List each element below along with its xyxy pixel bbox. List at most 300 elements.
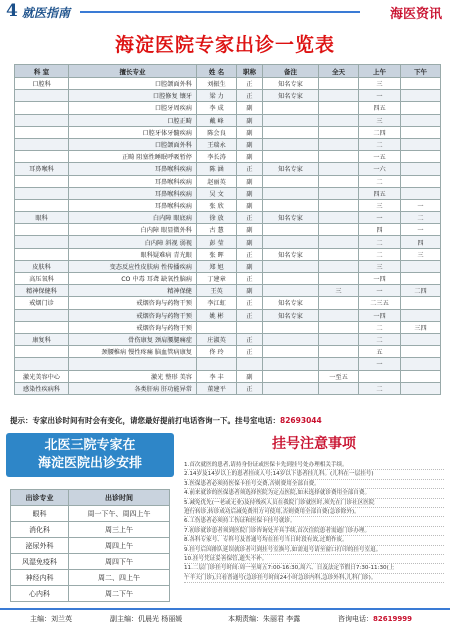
sanyuan-cell-dept: 泌尿外科: [11, 538, 69, 554]
cell-dept: [15, 321, 69, 333]
sanyuan-cell-time: 周四上午: [69, 538, 170, 554]
cell-full: [319, 273, 359, 285]
cell-name: 李 丰: [197, 370, 237, 382]
cell-title: 副: [237, 102, 263, 114]
cell-name: 郑 旭: [197, 260, 237, 272]
page-title: 海淀医院专家出诊一览表: [114, 34, 335, 56]
cell-pm: [401, 382, 441, 394]
cell-note: 知名专家: [263, 90, 319, 102]
notice-text: 提示：专家出诊时间有时会有变化，请您最好提前打电话咨询一下。挂号室电话：: [10, 416, 280, 425]
cell-note: 知名专家: [263, 163, 319, 175]
registration-item: 11.二层门诊挂号时间:周一至周五7:00-16:30,周六、日及法定节假日7:30-11:30(上: [184, 564, 444, 573]
cell-full: [319, 346, 359, 358]
cell-note: [263, 187, 319, 199]
cell-spec: 骨伤康复 颈肩腰腿痛症: [69, 333, 197, 345]
registration-item: 8.各科专家号、专科号及普通号均在挂号当日时段有效,过期作废。: [184, 536, 444, 545]
cell-pm: [401, 297, 441, 309]
cell-spec: 正畸 阻塞性睡眠呼吸暂停: [69, 151, 197, 163]
cell-name: 王瑞永: [197, 138, 237, 150]
cell-pm: [401, 273, 441, 285]
table-row: [15, 163, 441, 175]
cell-title: [237, 358, 263, 370]
sanyuan-cell-dept: 心内科: [11, 586, 69, 602]
sanyuan-row: [11, 570, 170, 586]
cell-note: [263, 346, 319, 358]
column-header: 职称: [237, 65, 263, 78]
cell-note: [263, 382, 319, 394]
cell-dept: [15, 114, 69, 126]
cell-note: [263, 126, 319, 138]
cell-spec: 精神保健: [69, 285, 197, 297]
sanyuan-cell-time: 周三上午: [69, 522, 170, 538]
registration-item: 6.工伤患者必须持工伤证和医保卡挂号就诊。: [184, 517, 444, 526]
footer-chief-editor: 主编：刘兰英: [30, 615, 72, 623]
sanyuan-row: [11, 506, 170, 522]
cell-note: [263, 175, 319, 187]
cell-note: 知名专家: [263, 212, 319, 224]
cell-dept: [15, 346, 69, 358]
cell-am: 一四: [359, 309, 401, 321]
registration-item: 5.减免优先(一老或无业)及持残疾人员在我院门诊就医时,须先在门诊社区医院: [184, 499, 444, 508]
cell-spec: 口腔颌面外科: [69, 78, 197, 90]
cell-am: 二: [359, 175, 401, 187]
column-header: 全天: [319, 65, 359, 78]
cell-spec: 耳鼻喉科疾病: [69, 187, 197, 199]
section-label: 就医指南: [22, 6, 71, 20]
cell-pm: [401, 260, 441, 272]
cell-pm: 四: [401, 236, 441, 248]
registration-item: 1.首次就医的患者,请持身份证或医保卡先到挂号处办理相关手续。: [184, 461, 444, 470]
cell-full: [319, 321, 359, 333]
cell-name: 董建平: [197, 382, 237, 394]
cell-pm: 二: [401, 212, 441, 224]
registration-item: 2.14岁及14岁以上的患者挂成人号;14岁以下患者挂儿科。(儿科在一层挂号): [184, 470, 444, 479]
cell-pm: [401, 370, 441, 382]
table-row: [15, 248, 441, 260]
footer-deputy-editor: 副主编：仉晨光 杨丽媛: [110, 615, 183, 623]
cell-note: [263, 273, 319, 285]
cell-title: 正: [237, 346, 263, 358]
cell-am: 二: [359, 138, 401, 150]
table-row: [15, 102, 441, 114]
cell-pm: [401, 114, 441, 126]
column-header: 姓 名: [197, 65, 237, 78]
cell-name: 戴 峰: [197, 114, 237, 126]
cell-title: 正: [237, 248, 263, 260]
table-row: [15, 382, 441, 394]
cell-full: [319, 358, 359, 370]
cell-dept: [15, 224, 69, 236]
cell-dept: [15, 248, 69, 260]
cell-am: 四: [359, 224, 401, 236]
cell-am: 二: [359, 321, 401, 333]
brand-label: 海医资讯: [389, 7, 442, 22]
cell-name: 王英: [197, 285, 237, 297]
cell-title: 正: [237, 309, 263, 321]
table-row: [15, 78, 441, 90]
cell-title: 副: [237, 260, 263, 272]
cell-spec: 白内障 眼底病: [69, 212, 197, 224]
cell-pm: [401, 151, 441, 163]
cell-note: [263, 370, 319, 382]
cell-title: 副: [237, 114, 263, 126]
cell-pm: [401, 102, 441, 114]
cell-am: 一: [359, 285, 401, 297]
cell-title: 正: [237, 333, 263, 345]
cell-full: [319, 78, 359, 90]
cell-pm: [401, 187, 441, 199]
cell-full: [319, 138, 359, 150]
cell-full: [319, 333, 359, 345]
cell-full: [319, 175, 359, 187]
cell-full: [319, 260, 359, 272]
table-row: [15, 273, 441, 285]
cell-name: 张 欣: [197, 199, 237, 211]
registration-item: 进行转诊,转诊成功后减免费用方可使用,否则费用全部自费(急诊除外)。: [184, 508, 444, 517]
cell-title: 副: [237, 285, 263, 297]
cell-name: 徐 放: [197, 212, 237, 224]
cell-full: [319, 102, 359, 114]
cell-full: 三: [319, 285, 359, 297]
cell-spec: 眼科疑难病 青光眼: [69, 248, 197, 260]
cell-dept: 耳鼻喉科: [15, 163, 69, 175]
cell-am: 一: [359, 212, 401, 224]
sanyuan-cell-dept: 风湿免疫科: [11, 554, 69, 570]
page-number: 4: [6, 1, 18, 21]
cell-am: 一四: [359, 273, 401, 285]
cell-dept: 感染性疾病科: [15, 382, 69, 394]
cell-title: 副: [237, 151, 263, 163]
cell-am: 一五: [359, 151, 401, 163]
cell-am: 五: [359, 346, 401, 358]
cell-am: 一: [359, 358, 401, 370]
cell-dept: [15, 358, 69, 370]
table-row: [15, 126, 441, 138]
cell-am: 二: [359, 236, 401, 248]
cell-note: [263, 285, 319, 297]
cell-spec: 口腔正畸: [69, 114, 197, 126]
cell-note: 知名专家: [263, 78, 319, 90]
expert-schedule-table: [14, 64, 441, 395]
cell-title: 副: [237, 126, 263, 138]
registration-item: 10.挂号凭证妥善保管,遗失不补。: [184, 555, 444, 564]
sanyuan-cell-dept: 消化科: [11, 522, 69, 538]
cell-title: 副: [237, 199, 263, 211]
cell-title: 正: [237, 78, 263, 90]
sanyuan-cell-time: 周一下午、周四上午: [69, 506, 170, 522]
cell-spec: 戒烟咨询与药物干预: [69, 309, 197, 321]
cell-am: 一六: [359, 163, 401, 175]
footer-phone-label: 咨询电话：: [338, 615, 373, 623]
sanyuan-cell-time: 周四下午: [69, 554, 170, 570]
cell-full: [319, 248, 359, 260]
cell-dept: 口腔科: [15, 78, 69, 90]
cell-dept: 高压氧科: [15, 273, 69, 285]
cell-spec: 变态反应性皮肤病 性传播疾病: [69, 260, 197, 272]
cell-note: [263, 224, 319, 236]
table-row: [15, 236, 441, 248]
column-header: 下午: [401, 65, 441, 78]
table-row: [15, 114, 441, 126]
sanyuan-table: [10, 489, 170, 602]
cell-title: [237, 321, 263, 333]
cell-title: 正: [237, 297, 263, 309]
table-row: [15, 309, 441, 321]
cell-title: 正: [237, 90, 263, 102]
cell-pm: [401, 358, 441, 370]
table-row: [15, 187, 441, 199]
cell-am: 二四: [359, 126, 401, 138]
sanyuan-cell-dept: 眼科: [11, 506, 69, 522]
table-row: [15, 175, 441, 187]
cell-name: 陈会良: [197, 126, 237, 138]
registration-heading: 挂号注意事项: [272, 436, 356, 452]
cell-full: [319, 114, 359, 126]
cell-dept: 精神保健科: [15, 285, 69, 297]
registration-notes: [184, 433, 444, 583]
table-row: [15, 260, 441, 272]
cell-full: [319, 309, 359, 321]
sanyuan-row: [11, 522, 170, 538]
cell-full: 一至五: [319, 370, 359, 382]
cell-note: [263, 199, 319, 211]
cell-pm: 一: [401, 224, 441, 236]
cell-am: 三: [359, 78, 401, 90]
cell-spec: 白内障 斜视 弱视: [69, 236, 197, 248]
table-row: [15, 370, 441, 382]
table-row: [15, 212, 441, 224]
cell-full: [319, 224, 359, 236]
cell-note: [263, 114, 319, 126]
cell-note: [263, 260, 319, 272]
column-header: 上午: [359, 65, 401, 78]
cell-note: [263, 321, 319, 333]
cell-name: 姚 彬: [197, 309, 237, 321]
cell-dept: 激光美容中心: [15, 370, 69, 382]
cell-name: [197, 321, 237, 333]
cell-spec: 耳鼻喉科疾病: [69, 163, 197, 175]
table-row: [15, 358, 441, 370]
sanyuan-heading-line2: 海淀医院出诊安排: [37, 456, 142, 471]
cell-title: 副: [237, 370, 263, 382]
cell-spec: 戒烟咨询与药物干预: [69, 321, 197, 333]
cell-dept: 眼科: [15, 212, 69, 224]
cell-full: [319, 382, 359, 394]
table-row: [15, 224, 441, 236]
cell-name: 丁建章: [197, 273, 237, 285]
cell-dept: 康复科: [15, 333, 69, 345]
cell-dept: [15, 309, 69, 321]
top-header: [0, 0, 450, 22]
cell-note: [263, 358, 319, 370]
cell-title: 副: [237, 187, 263, 199]
cell-dept: [15, 187, 69, 199]
cell-pm: [401, 175, 441, 187]
table-header-row: [15, 65, 441, 78]
cell-name: 吴 文: [197, 187, 237, 199]
registration-item: 7.初诊就诊患者须到医院门诊咨询处开具手续,首次住院患者需通门诊办理。: [184, 527, 444, 536]
cell-note: [263, 151, 319, 163]
cell-dept: [15, 90, 69, 102]
header-divider: [80, 11, 360, 13]
footer-issue-editors: 本期责编：朱丽君 李露: [228, 615, 301, 623]
cell-note: [263, 333, 319, 345]
cell-spec: 白内障 眼显微外科: [69, 224, 197, 236]
cell-spec: 口腔颌面外科: [69, 138, 197, 150]
sanyuan-cell-time: 周二、四上午: [69, 570, 170, 586]
table-row: [15, 151, 441, 163]
sanyuan-row: [11, 538, 170, 554]
cell-am: 三: [359, 199, 401, 211]
cell-pm: [401, 333, 441, 345]
cell-dept: [15, 199, 69, 211]
cell-full: [319, 199, 359, 211]
cell-name: 李江虹: [197, 297, 237, 309]
table-row: [15, 346, 441, 358]
sanyuan-cell-dept: 神经内科: [11, 570, 69, 586]
cell-note: [263, 236, 319, 248]
cell-full: [319, 187, 359, 199]
cell-spec: 口腔牙体牙髓疾病: [69, 126, 197, 138]
cell-pm: [401, 90, 441, 102]
cell-full: [319, 236, 359, 248]
cell-am: 二: [359, 248, 401, 260]
cell-pm: [401, 78, 441, 90]
sanyuan-cell-time: 周二下午: [69, 586, 170, 602]
cell-am: 一: [359, 90, 401, 102]
sanyuan-heading-line1: 北医三院专家在: [44, 438, 136, 453]
cell-note: [263, 138, 319, 150]
cell-am: 三: [359, 260, 401, 272]
registration-item: 4.前来就诊的医保患者须选择医院为定点医院,如未选择就诊费用全部自费。: [184, 489, 444, 498]
table-row: [15, 321, 441, 333]
cell-spec: 各类肝病 肝功能异常: [69, 382, 197, 394]
notice-phone: 82693044: [280, 416, 322, 425]
sanyuan-row: [11, 586, 170, 602]
cell-spec: CO 中毒 耳聋 缺氧性脑病: [69, 273, 197, 285]
cell-spec: 耳鼻喉科疾病: [69, 199, 197, 211]
cell-spec: 口腔牙周疾病: [69, 102, 197, 114]
cell-dept: 皮肤科: [15, 260, 69, 272]
cell-note: [263, 102, 319, 114]
cell-spec: 激光 整形 美容: [69, 370, 197, 382]
cell-full: [319, 163, 359, 175]
table-row: [15, 90, 441, 102]
cell-title: 正: [237, 163, 263, 175]
table-row: [15, 199, 441, 211]
cell-note: 知名专家: [263, 248, 319, 260]
footer-phone: [338, 614, 412, 624]
table-row: [15, 297, 441, 309]
footer: [0, 608, 450, 627]
cell-name: 李 成: [197, 102, 237, 114]
cell-name: 张 晖: [197, 248, 237, 260]
registration-item: 午半天门诊),只看普通号(急诊挂号时间24小时急诊内科,急诊外科,儿科门诊)。: [184, 574, 444, 583]
cell-full: [319, 297, 359, 309]
cell-title: 正: [237, 212, 263, 224]
column-header: 科 室: [15, 65, 69, 78]
cell-dept: [15, 126, 69, 138]
cell-name: 古 慧: [197, 224, 237, 236]
cell-full: [319, 212, 359, 224]
cell-spec: 耳鼻喉科疾病: [69, 175, 197, 187]
column-header: 擅长专业: [69, 65, 197, 78]
cell-pm: [401, 163, 441, 175]
cell-full: [319, 90, 359, 102]
cell-dept: [15, 102, 69, 114]
cell-dept: [15, 236, 69, 248]
cell-full: [319, 151, 359, 163]
cell-title: 正: [237, 273, 263, 285]
table-row: [15, 138, 441, 150]
sanyuan-col-dept: 出诊专业: [11, 490, 69, 506]
cell-pm: [401, 138, 441, 150]
registration-item: 9.挂号后因排队延误就诊者可到挂号室换号,如需退号请至窗口打印的挂号室退。: [184, 546, 444, 555]
cell-note: 知名专家: [263, 309, 319, 321]
cell-name: [197, 358, 237, 370]
cell-am: 二三五: [359, 297, 401, 309]
cell-am: 四五: [359, 102, 401, 114]
cell-dept: [15, 138, 69, 150]
registration-item: 3.医保患者必须持医保卡挂号交费,否则费用全部自费。: [184, 480, 444, 489]
table-row: [15, 285, 441, 297]
cell-title: 副: [237, 224, 263, 236]
sanyuan-row: [11, 554, 170, 570]
cell-pm: 二四: [401, 285, 441, 297]
cell-pm: [401, 346, 441, 358]
cell-am: [359, 370, 401, 382]
table-row: [15, 333, 441, 345]
cell-dept: 戒烟门诊: [15, 297, 69, 309]
cell-spec: 口腔修复 镶牙: [69, 90, 197, 102]
cell-pm: 三四: [401, 321, 441, 333]
cell-am: 四五: [359, 187, 401, 199]
cell-title: 副: [237, 236, 263, 248]
cell-name: 赵丽英: [197, 175, 237, 187]
cell-dept: [15, 151, 69, 163]
cell-spec: 戒烟咨询与药物干预: [69, 297, 197, 309]
cell-note: 知名专家: [263, 297, 319, 309]
cell-am: 三: [359, 114, 401, 126]
cell-title: 正: [237, 382, 263, 394]
footer-phone-number: 82619999: [373, 615, 412, 623]
cell-spec: [69, 358, 197, 370]
sanyuan-panel: [6, 433, 174, 603]
phone-notice: [10, 415, 322, 426]
cell-name: 佟 玲: [197, 346, 237, 358]
sanyuan-col-time: 出诊时间: [69, 490, 170, 506]
cell-pm: 一: [401, 199, 441, 211]
cell-pm: [401, 126, 441, 138]
cell-name: 刘振生: [197, 78, 237, 90]
cell-name: 庄淑英: [197, 333, 237, 345]
cell-title: 副: [237, 138, 263, 150]
cell-spec: 颈腰椎病 慢性疼痛 脑血管病康复: [69, 346, 197, 358]
cell-pm: 三: [401, 248, 441, 260]
cell-pm: [401, 309, 441, 321]
cell-name: 彭 莹: [197, 236, 237, 248]
sanyuan-heading: [6, 433, 174, 477]
cell-am: 二: [359, 382, 401, 394]
cell-am: 二: [359, 333, 401, 345]
column-header: 备注: [263, 65, 319, 78]
cell-full: [319, 126, 359, 138]
cell-title: 副: [237, 175, 263, 187]
cell-name: 李长涛: [197, 151, 237, 163]
cell-name: 陈 涵: [197, 163, 237, 175]
cell-dept: [15, 175, 69, 187]
cell-name: 梁 力: [197, 90, 237, 102]
